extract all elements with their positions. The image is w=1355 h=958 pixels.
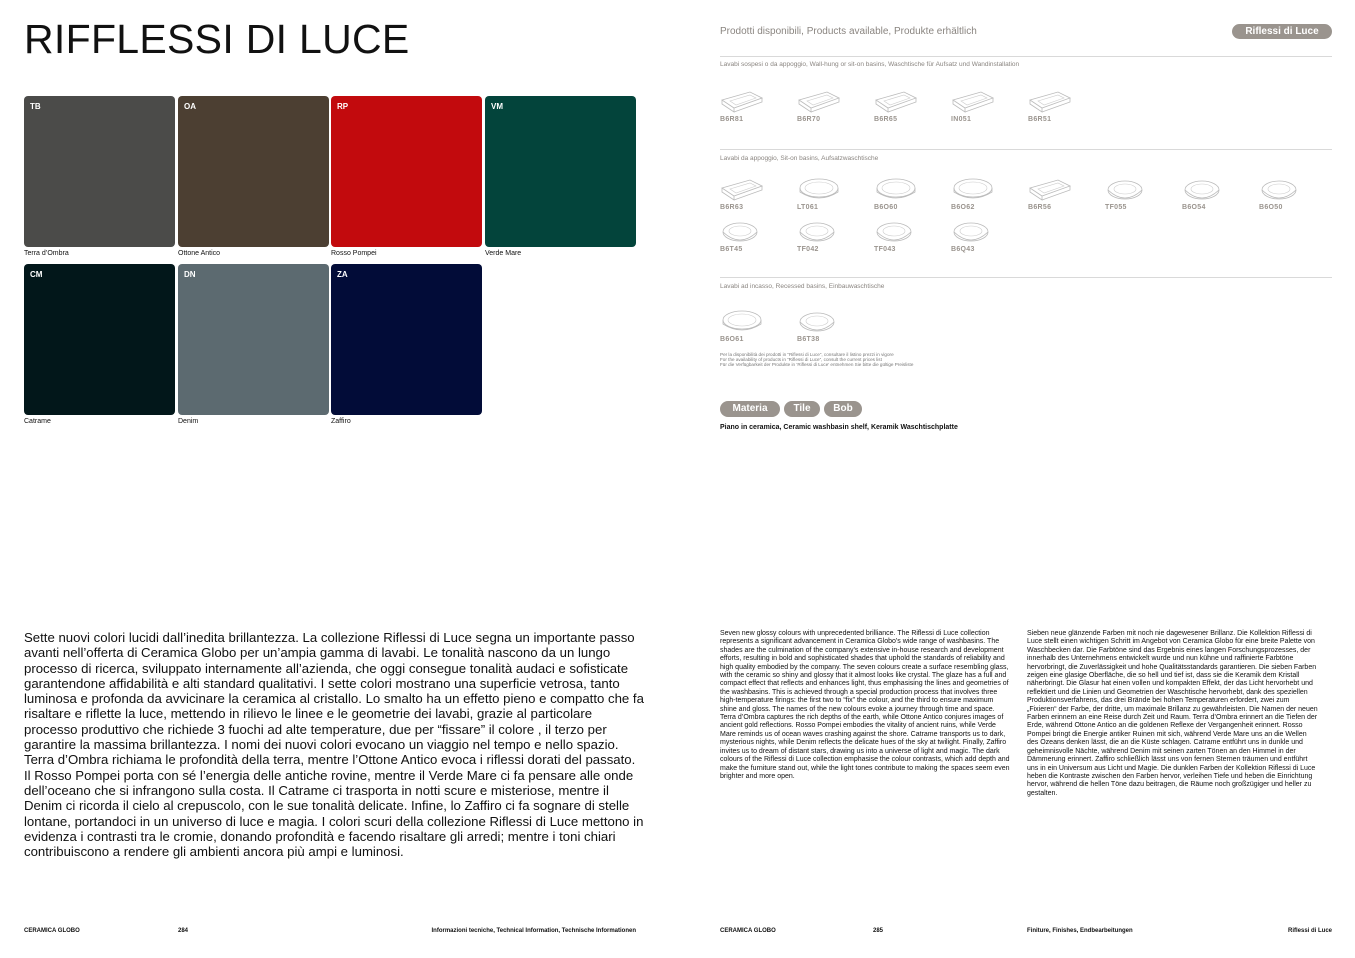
tag-bob: Bob — [824, 401, 862, 417]
product-code: B6O62 — [951, 204, 975, 211]
note-line: For the availability of products in “Riflessi di Luce”, consult the current prices list — [720, 357, 882, 363]
basin-drawing-icon — [1259, 174, 1303, 204]
product-code: TF055 — [1105, 204, 1127, 211]
swatch-ottone-antico — [178, 96, 329, 247]
product-b6o61 — [720, 306, 780, 348]
basin-drawing-icon — [720, 174, 764, 204]
product-code: B6O54 — [1182, 204, 1206, 211]
tag-description: Piano in ceramica, Ceramic washbasin shelf, Keramik Waschtischplatte — [720, 424, 958, 431]
footer-collection: Riflessi di Luce — [1287, 928, 1332, 934]
swatch-name: Terra d’Ombra — [24, 250, 69, 257]
product-code: B6R51 — [1028, 116, 1052, 123]
swatch-code: DN — [184, 270, 196, 279]
availability-note — [720, 352, 913, 368]
product-tf043 — [874, 216, 934, 258]
product-code: B6O50 — [1259, 204, 1283, 211]
section-label-wall-hung: Lavabi sospesi o da appoggio, Wall-hung or sit-on basins, Waschtische für Aufsatz und Wandinstallation — [720, 61, 1020, 68]
divider — [720, 277, 1332, 278]
product-in051 — [951, 86, 1011, 128]
product-b6o50 — [1259, 174, 1319, 216]
product-code: B6R63 — [720, 204, 744, 211]
swatch-catrame — [24, 264, 175, 415]
collection-badge: Riflessi di Luce — [1232, 24, 1332, 39]
product-code: LT061 — [797, 204, 819, 211]
intro-text-it: Sette nuovi colori lucidi dall’inedita brillantezza. La collezione Riflessi di Luce segna un importante passo avanti nell’offerta di Ceramica Globo per un’ampia gamma di lavabi. Le tonalità nascono da un lungo processo di ricerca, sviluppato internamente all’azienda, che oggi consegue tonalità audaci e sofisticate garantendone affidabilità e alti standard qualitativi. I sette colori mostrano una superficie vetrosa, tanto luminosa e profonda da avvicinare la ceramica al cristallo. Lo smalto ha un effetto pieno e compatto che fa risaltare e riflette la luce, mettendo in rilievo le linee e le geometrie dei lavabi, grazie al particolare processo produttivo che richiede 3 fuochi ad alte temperature, due per “fissare” il colore , il terzo per garantire la massima brillantezza. I nomi dei nuovi colori evocano un viaggio nel tempo e nello spazio. Terra d’Ombra richiama le profondità della terra, mentre l’Ottone Antico evoca i riflessi dorati del passato. Il Rosso Pompei porta con sé l’energia delle antiche rovine, mentre il Verde Mare ci fa pensare alle onde dell’oceano che si infrangono sulla costa. Il Catrame ci trasporta in notti scure e misteriose, mentre il Denim ci ricorda il cielo al crepuscolo, con le sue tonalità delicate. Infine, lo Zaffiro ci fa sognare di stelle lontane, portandoci in un universo di luce e magia. I colori scuri della collezione Riflessi di Luce mettono in evidenza i contrasti tra le cromie, donando profondità e facendo risaltare gli arredi; mentre i toni chiari contribuiscono a rendere gli ambienti ancora più ampi e luminosi. — [24, 630, 644, 860]
tag-tile: Tile — [784, 401, 820, 417]
product-code: B6R70 — [797, 116, 821, 123]
basin-drawing-icon — [1028, 174, 1072, 204]
product-b6o62 — [951, 174, 1011, 216]
product-code: IN051 — [951, 116, 972, 123]
product-b6r81 — [720, 86, 780, 128]
product-code: B6O61 — [720, 336, 744, 343]
product-lt061 — [797, 174, 857, 216]
note-line: Für die Verfügbarkeit der Produkte in ‘Riflessi di Luce’ entnehmen Sie bitte die gültige Preisliste — [720, 362, 914, 368]
swatch-code: RP — [337, 102, 349, 111]
tag-materia: Materia — [720, 401, 780, 417]
basin-drawing-icon — [951, 174, 995, 204]
product-b6r51 — [1028, 86, 1088, 128]
product-b6t38 — [797, 306, 857, 348]
product-b6r70 — [797, 86, 857, 128]
page-title: RIFFLESSI DI LUCE — [24, 16, 410, 62]
swatch-name: Ottone Antico — [178, 250, 221, 257]
section-label-sit-on: Lavabi da appoggio, Sit-on basins, Aufsatzwaschtische — [720, 155, 879, 162]
product-code: B6R56 — [1028, 204, 1052, 211]
footer-brand: CERAMICA GLOBO — [24, 928, 80, 934]
swatch-code: ZA — [337, 270, 348, 279]
product-code: TF043 — [874, 246, 896, 253]
basin-drawing-icon — [720, 306, 764, 336]
product-tf055 — [1105, 174, 1165, 216]
swatch-terra-ombra — [24, 96, 175, 247]
swatch-name: Verde Mare — [485, 250, 522, 257]
swatch-zaffiro — [331, 264, 482, 415]
basin-drawing-icon — [720, 216, 764, 246]
product-code: B6R81 — [720, 116, 744, 123]
product-code: B6O60 — [874, 204, 898, 211]
section-label-recessed: Lavabi ad incasso, Recessed basins, Einbauwaschtische — [720, 283, 885, 290]
text-german: Sieben neue glänzende Farben mit noch nie dagewesener Brillanz. Die Kollektion Riflessi di Luce stellt einen wichtigen Schritt im Angebot von Ceramica Globo für eine breite Palette von Waschbecken dar. Die Farbtöne sind das Ergebnis eines langen Forschungsprozesses, der innerhalb des Unternehmens entwickelt wurde und nun kühne und raffinierte Farbtöne hervorbringt, die Zuverlässigkeit und hohe Qualitätsstandards garantieren. Die sieben Farben zeigen eine glasige Oberfläche, die so hell und tief ist, dass sie die Keramik dem Kristall näherbringt. Die Glasur hat einen vollen und kompakten Effekt, der das Licht hervorhebt und reflektiert und die Linien und Geometrien der Waschtische hervorhebt, dank des speziellen Produktionsverfahrens, das drei Brände bei hohen Temperaturen erfordert, zwei zum „Fixieren“ der Farbe, der dritte, um maximale Brillanz zu gewährleisten. Die Namen der neuen Farben erinnern an eine Reise durch Zeit und Raum. Terra d’Ombra erinnert an die Tiefen der Erde, während Ottone Antico an die goldenen Reflexe der Vergangenheit erinnert. Rosso Pompei bringt die Energie antiker Ruinen mit sich, während Verde Mare uns an die Wellen des Ozeans denken lässt, die an die Küste schlagen. Catrame entführt uns in dunkle und geheimnisvolle Nächte, während Denim mit seinen zarten Tönen an den Himmel in der Dämmerung erinnert. Zaffiro schließlich lässt uns von fernen Sternen träumen und entführt uns in ein Universum aus Licht und Magie. Die dunklen Farben der Kollektion Riflessi di Luce heben die Kontraste zwischen den Farben hervor, verleihen Tiefe und heben die Einrichtung hervor, während die hellen Töne dazu beitragen, die Räume noch großzügiger und heller zu gestalten. — [1027, 630, 1318, 797]
swatch-name: Catrame — [24, 418, 51, 425]
basin-drawing-icon — [797, 216, 841, 246]
product-code: B6T45 — [720, 246, 743, 253]
product-tf042 — [797, 216, 857, 258]
footer-section: Informazioni tecniche, Technical Information, Technische Informationen — [431, 928, 636, 934]
basin-drawing-icon — [797, 306, 841, 336]
footer-brand: CERAMICA GLOBO — [720, 928, 776, 934]
basin-drawing-icon — [1105, 174, 1149, 204]
products-available-title: Prodotti disponibili, Products available, Produkte erhältlich — [720, 26, 977, 37]
swatch-code: VM — [491, 102, 503, 111]
basin-drawing-icon — [720, 86, 764, 116]
product-b6o54 — [1182, 174, 1242, 216]
product-code: B6R65 — [874, 116, 898, 123]
basin-drawing-icon — [874, 174, 918, 204]
product-code: B6T38 — [797, 336, 820, 343]
divider — [720, 149, 1332, 150]
basin-drawing-icon — [874, 86, 918, 116]
footer-section: Finiture, Finishes, Endbearbeitungen — [1027, 928, 1133, 934]
basin-drawing-icon — [797, 86, 841, 116]
note-line: Per la disponibilità dei prodotti in “Riflessi di Luce”, consultare il listino prezzi in vigore — [720, 352, 894, 357]
swatch-code: CM — [30, 270, 43, 279]
basin-drawing-icon — [874, 216, 918, 246]
product-b6o60 — [874, 174, 934, 216]
product-b6q43 — [951, 216, 1011, 258]
footer-page-number: 284 — [178, 928, 189, 934]
basin-drawing-icon — [951, 86, 995, 116]
swatch-denim — [178, 264, 329, 415]
swatch-name: Rosso Pompei — [331, 250, 377, 257]
product-b6t45 — [720, 216, 780, 258]
basin-drawing-icon — [797, 174, 841, 204]
basin-drawing-icon — [1182, 174, 1226, 204]
swatch-verde-mare — [485, 96, 636, 247]
swatch-name: Denim — [178, 418, 199, 425]
product-b6r63 — [720, 174, 780, 216]
product-code: B6Q43 — [951, 246, 975, 253]
footer-page-number: 285 — [873, 928, 884, 934]
text-english: Seven new glossy colours with unprecedented brilliance. The Riflessi di Luce collection represents a significant advancement in Ceramica Globo’s wide range of washbasins. The shades are the culmination of the company’s extensive in-house research and development efforts, resulting in bold and sophisticated shades that uphold the standards of reliability and high quality embodied by the company. The seven colours create a surface resembling glass, with the ceramic so shiny and glossy that it almost looks like crystal. The glaze has a full and compact effect that reflects and enhances light, thus emphasising the lines and geometries of the washbasins. This is achieved through a special production process that involves three high-temperature firings: the first two to “fix” the colour, and the third to ensure maximum shine and gloss. The names of the new colours evoke a journey through time and space. Terra d’Ombra captures the rich depths of the earth, while Ottone Antico conjures images of ancient gold reflections. Rosso Pompei embodies the vitality of ancient ruins, while Verde Mare reminds us of ocean waves crashing against the shore. Catrame transports us to dark, mysterious nights, while Denim reflects the delicate hues of the sky at twilight. Finally, Zaffiro invites us to dream of distant stars, drawing us into a universe of light and magic. The dark colours of the Riflessi di Luce collection emphasise the colour contrasts, which add depth and make the furniture stand out, while the light tones contribute to making the spaces seem even brighter and more open. — [720, 630, 1010, 780]
product-code: TF042 — [797, 246, 819, 253]
swatch-rosso-pompei — [331, 96, 482, 247]
basin-drawing-icon — [1028, 86, 1072, 116]
right-page — [678, 0, 1355, 958]
basin-drawing-icon — [951, 216, 995, 246]
product-b6r65 — [874, 86, 934, 128]
swatch-code: OA — [184, 102, 196, 111]
swatch-code: TB — [30, 102, 41, 111]
product-b6r56 — [1028, 174, 1088, 216]
swatch-name: Zaffiro — [331, 418, 351, 425]
divider — [720, 56, 1332, 57]
